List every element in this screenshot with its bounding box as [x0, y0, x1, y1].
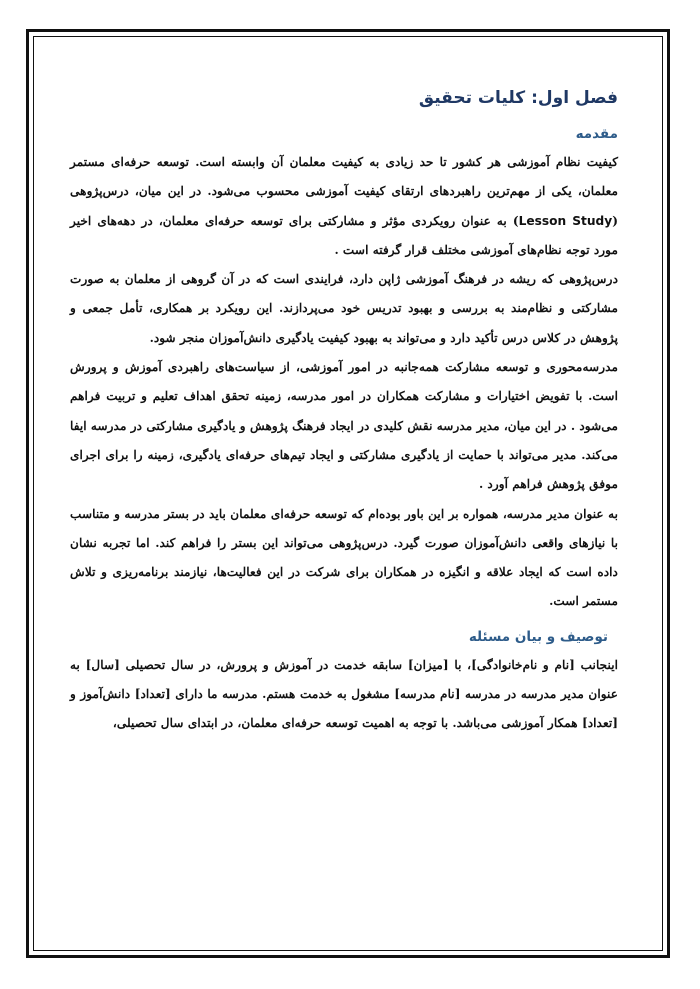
paragraph-3: مدرسه‌محوری و توسعه مشارکت همه‌جانبه در امور آموزشی، از سیاست‌های راهبردی آموزش و پرورش است. با تفویض اختیارات و مشارکت همکاران در امور مدرسه، زمینه تحقق اهداف تعلیم و تربیت فراهم می‌شود . در این میان، مدیر مدرسه نقش کلیدی در ایجاد فرهنگ پژوهش و یادگیری مشارکتی در مدرسه ایفا می‌کند. مدیر می‌تواند با حمایت از یادگیری مشارکتی و ایجاد تیم‌های حرفه‌ای یادگیری، زمینه را برای اجرای موفق پژوهش فراهم آورد .: [70, 360, 618, 492]
paragraph-1-part-a: کیفیت نظام آموزشی هر کشور تا حد زیادی به کیفیت معلمان آن وابسته است. توسعه حرفه‌ای مستمر معلمان، یکی از مهم‌ترین راهبردهای ارتقای کیفیت آموزشی محسوب می‌شود. در این میان، درس‌پژوهی (: [70, 155, 619, 228]
section-heading-problem-statement: توصیف و بیان مسئله: [468, 628, 608, 645]
chapter-title: فصل اول: کلیات تحقیق: [418, 88, 618, 108]
section-heading-introduction: مقدمه: [575, 126, 618, 142]
paragraph-1: [70, 148, 618, 265]
paragraph-2: درس‌پژوهی که ریشه در فرهنگ آموزشی ژاپن دارد، فرایندی است که در آن گروهی از معلمان به صورت مشارکتی و نظام‌مند به بررسی و بهبود تدریس خود می‌پردازند. این رویکرد بر همکاری، تأمل جمعی و پژوهش در کلاس درس تأکید دارد و می‌تواند به بهبود کیفیت یادگیری دانش‌آموزان منجر شود.: [70, 272, 618, 345]
paragraph-4: به عنوان مدیر مدرسه، همواره بر این باور بوده‌ام که توسعه حرفه‌ای معلمان باید در بستر مدرسه و متناسب با نیازهای واقعی دانش‌آموزان صورت گیرد. درس‌پژوهی می‌تواند این بستر را فراهم کند. اما تجربه نشان داده است که ایجاد علاقه و انگیزه در همکاران برای شرکت در این فعالیت‌ها، نیازمند برنامه‌ریزی و تلاش مستمر است.: [70, 506, 618, 609]
lesson-study-term: Lesson Study: [518, 213, 613, 228]
paragraph-5: اینجانب [نام و نام‌خانوادگی]، با [میزان] سابقه خدمت در آموزش و پرورش، در سال تحصیلی [سال] به عنوان مدیر مدرسه در مدرسه [نام مدرسه] مشغول به خدمت هستم. مدرسه ما دارای [تعداد] دانش‌آموز و [تعداد] همکار آموزشی می‌باشد. با توجه به اهمیت توسعه حرفه‌ای معلمان، در ابتدای سال تحصیلی،: [70, 657, 618, 731]
paragraph-1-part-b: ) به عنوان رویکردی مؤثر و مشارکتی برای توسعه حرفه‌ای معلمان، در دهه‌های اخیر مورد توجه نظام‌های آموزشی مختلف قرار گرفته است .: [70, 213, 618, 257]
document-body: [70, 84, 618, 739]
